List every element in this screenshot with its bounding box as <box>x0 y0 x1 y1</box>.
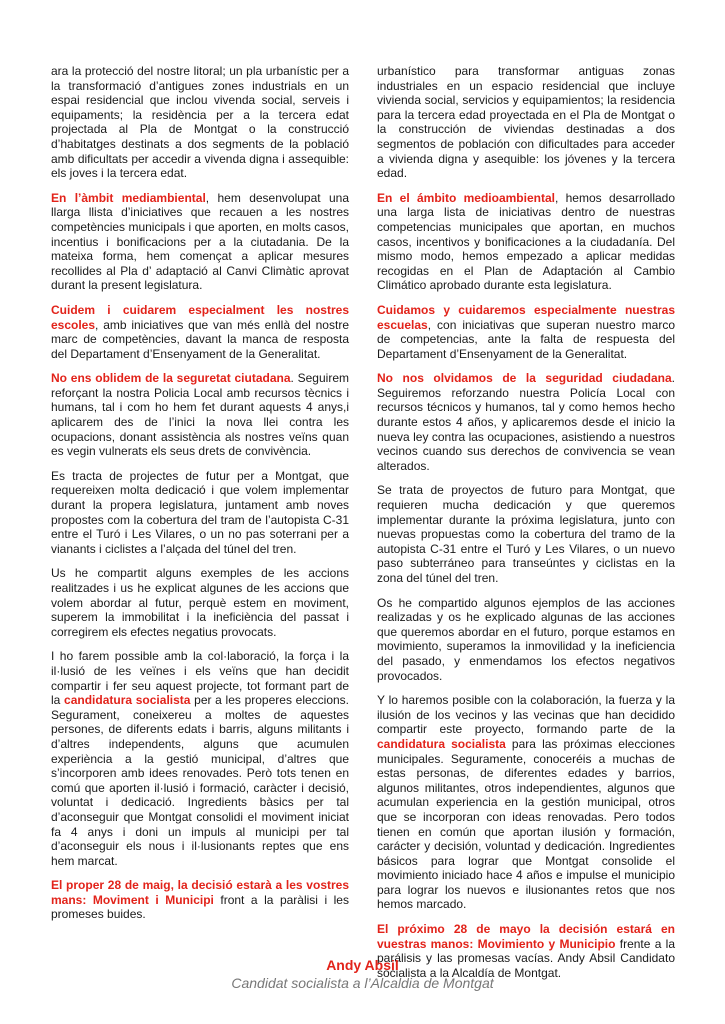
paragraph: El próximo 28 de mayo la decisión estará en vuestras manos: Movimiento y Municipio frente a la parálisis y las promesas vacías. Andy Absil Candidato socialista a la Alcaldía de Montgat. <box>377 922 675 980</box>
paragraph: En l’àmbit mediambiental, hem desenvolupat una llarga llista d’iniciatives que recauen a les nostres competències municipals i que aporten, en molts casos, incentius i bonificacions per a la ciutadania. De la mateixa forma, hem començat a aplicar mesures recollides al Pla d’ adaptació al Canvi Climàtic aprovat durant la present legislatura. <box>51 190 349 293</box>
signature <box>0 956 725 992</box>
paragraph: Cuidamos y cuidaremos especialmente nuestras escuelas, con iniciativas que superan nuestro marco de competencias, ante la falta de respuesta del Departament d’Ensenyament de la Generalitat. <box>377 302 675 361</box>
paragraph: ara la protecció del nostre litoral; un pla urbanístic per a la transformació d’antigues zones industrials en un espai residencial que inclou vivenda social, serveis i equipaments; la residència per a la tercera edat projectada al Pla de Montgat o la construcció d’habitatges destinats a dos segments de la població amb dificultats per accedir a vivenda digna i assequible: els joves i la tercera edat. <box>51 64 349 181</box>
highlight: En l’àmbit mediambiental <box>51 190 206 205</box>
highlight: candidatura socialista <box>64 693 191 708</box>
highlight: No ens oblidem de la seguretat ciutadana <box>51 371 291 386</box>
paragraph: Cuidem i cuidarem especialment les nostres escoles, amb iniciatives que van més enllà del nostre marc de competències, davant la manca de resposta del Departament d’Ensenyament de la Generalitat. <box>51 302 349 361</box>
signature-role: Candidat socialista a l’Alcaldia de Montgat <box>231 975 494 991</box>
paragraph: No ens oblidem de la seguretat ciutadana. Seguirem reforçant la nostra Policia Local amb recursos tècnics i humans, tal i com ho hem fet durant aquests 4 anys,i aplicarem des de l’inici la nova llei contra les ocupacions, donant assistència als nostres veïns quan es vegin vulnerats els seus drets de convivència. <box>51 371 349 459</box>
paragraph: Os he compartido algunos ejemplos de las acciones realizadas y os he explicado algunas de las acciones que queremos abordar en el futuro, porque estamos en movimiento, superamos la inmovilidad y la ineficiencia del pasado, y enmendamos los efectos negativos provocados. <box>377 595 675 683</box>
highlight: El próximo 28 de mayo la decisión estará en vuestras manos: Movimiento y Municipio <box>377 922 675 951</box>
highlight: Cuidem i cuidarem especialment les nostres escoles <box>51 302 349 332</box>
paragraph: Y lo haremos posible con la colaboración, la fuerza y la ilusión de los vecinos y las vecinas que han decidido compartir este proyecto, formando parte de la candidatura socialista para las próximas elecciones municipales. Seguramente, conoceréis a muchas de estas personas, de diferentes edades y barrios, algunos militantes, otros independientes, algunos que acumulan experiencia en la gestión municipal, otros que se incorporan con ideas renovadas. Pero todos tienen en común que aportan ilusión y formación, carácter y decisión, voluntad y dedicación. Ingredientes básicos para lograr que Montgat consolide el movimiento iniciado hace 4 años e impulse el municipio para lograr los nuevos e ilusionantes retos que nos hemos marcado. <box>377 693 676 912</box>
column-spanish <box>377 64 676 980</box>
highlight: candidatura socialista <box>377 736 506 751</box>
highlight: No nos olvidamos de la seguridad ciudadana <box>377 371 672 386</box>
signature-name: Andy Absil <box>326 957 399 973</box>
paragraph: El proper 28 de maig, la decisió estarà a les vostres mans: Moviment i Municipi front a la paràlisi i les promeses buides. <box>51 878 349 922</box>
paragraph: No nos olvidamos de la seguridad ciudadana. Seguiremos reforzando nuestra Policía Local con recursos técnicos y humanos, tal y como hemos hecho durante estos 4 años, y aplicaremos desde el inicio la nueva ley contra las ocupaciones, asistiendo a nuestros vecinos cuando sus derechos de convivencia se vean alterados. <box>377 371 675 473</box>
column-catalan <box>51 64 349 944</box>
highlight: Cuidamos y cuidaremos especialmente nuestras escuelas <box>377 302 675 332</box>
paragraph: Es tracta de projectes de futur per a Montgat, que requereixen molta dedicació i que volem implementar durant la propera legislatura, juntament amb noves propostes com la cobertura del tram de l’autopista C-31 entre el Turó i Les Vilares, o un no pas soterrani per a vianants i ciclistes a l’alçada del túnel del tren. <box>51 468 349 556</box>
paragraph: urbanístico para transformar antiguas zonas industriales en un espacio residencial que incluye vivienda social, servicios y equipamientos; la residencia para la tercera edad proyectada en el Pla de Montgat o la construcción de viviendas destinadas a dos segmentos de población con dificultades para acceder a vivienda digna y asequible: los jóvenes y la tercera edad. <box>377 64 675 181</box>
paragraph: En el ámbito medioambiental, hemos desarrollado una larga lista de iniciativas dentro de nuestras competencias municipales que aportan, en muchos casos, incentivos y bonificaciones a la ciudadanía. Del mismo modo, hemos empezado a aplicar medidas recogidas en el Plan de Adaptación al Cambio Climático aprobado durante esta legislatura. <box>377 190 676 293</box>
paragraph: Us he compartit alguns exemples de les accions realitzades i us he explicat algunes de les accions que volem abordar al futur, perquè estem en moviment, superem la immobilitat i la ineficiència del passat i corregirem els efectes negatius provocats. <box>51 566 349 639</box>
paragraph: Se trata de proyectos de futuro para Montgat, que requieren mucha dedicación y que queremos implementar durante la próxima legislatura, junto con nuevas propuestas como la cobertura del tramo de la autopista C-31 entre el Turó y Les Vilares, o un nuevo paso subterráneo para transeúntes y ciclistas en la zona del túnel del tren. <box>377 483 675 585</box>
highlight: En el ámbito medioambiental <box>377 190 555 205</box>
article-body <box>51 64 676 980</box>
highlight: El proper 28 de maig, la decisió estarà a les vostres mans: Moviment i Municipi <box>51 878 349 907</box>
paragraph: I ho farem possible amb la col·laboració, la força i la il·lusió de les veïnes i els veïns que han decidit compartir i fer seu aquest projecte, tot formant part de la candidatura socialista per a les properes eleccions. Segurament, coneixereu a moltes de aquestes persones, de diferents edats i barris, alguns militants i d’altres independents, alguns que acumulen experiència a la gestió municipal, d’altres que s’incorporen amb idees renovades. Però tots tenen en comú que aporten il·lusió i formació, caràcter i decisió, voluntat i dedicació. Ingredients bàsics per tal d’aconseguir que Montgat consolidi el moviment iniciat fa 4 anys i doni un impuls al municipi per tal d’aconseguir els nous i il·lusionants reptes que ens hem marcat. <box>51 649 349 868</box>
